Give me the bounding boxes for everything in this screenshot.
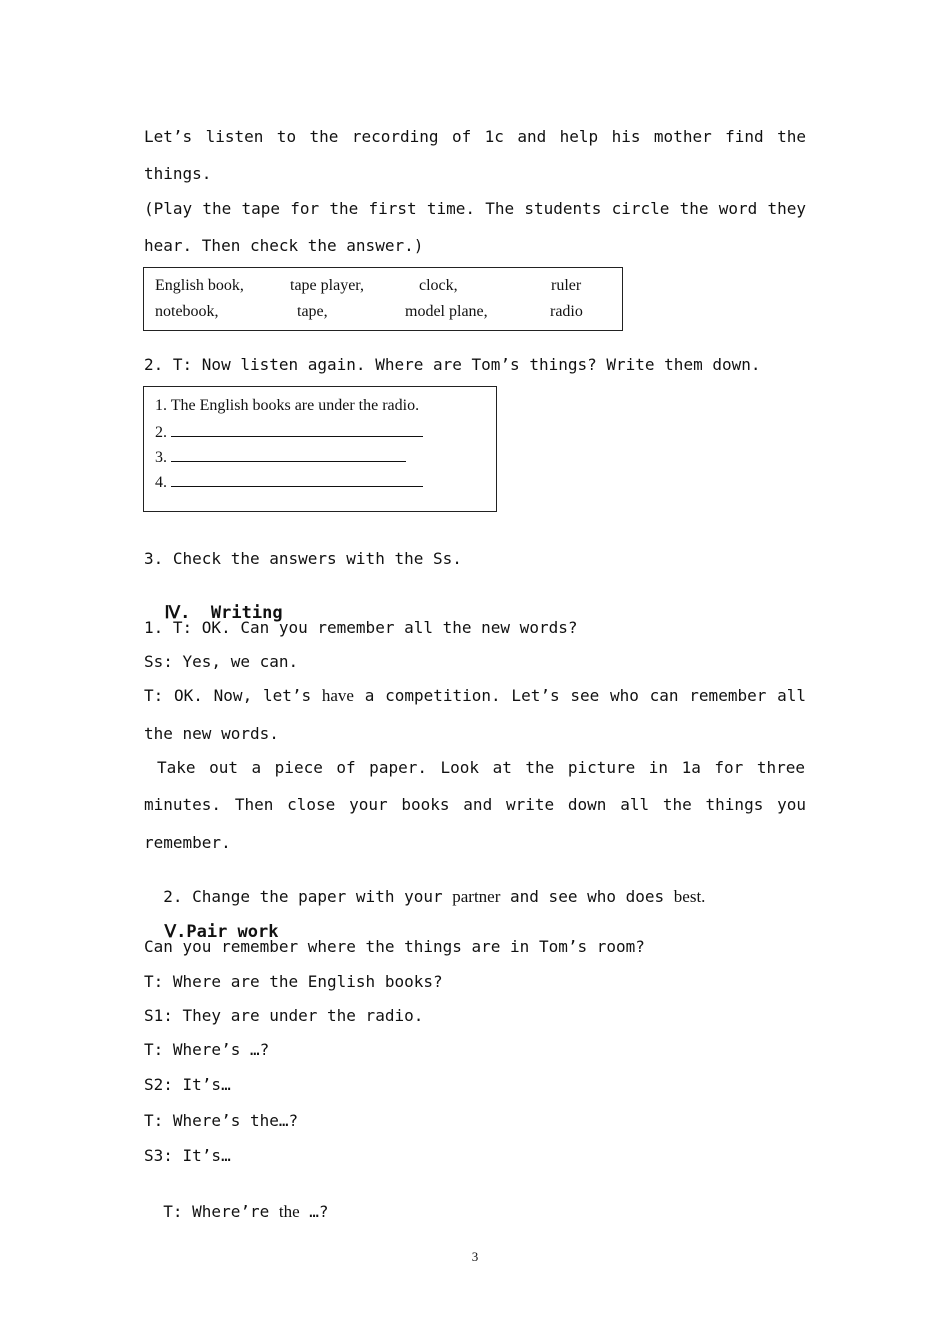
- word-box: [143, 267, 623, 331]
- intro-line-1: Let’s listen to the recording of 1c and help his mother find the: [144, 127, 806, 146]
- pair-line-2: T: Where are the English books?: [144, 972, 443, 991]
- writing-para-line-3: remember.: [144, 833, 231, 852]
- word-tape: tape,: [297, 303, 328, 320]
- pair-line-5: S2: It’s…: [144, 1075, 231, 1094]
- writing-t2-pre: T: OK. Now, let’s: [144, 686, 322, 705]
- answer-item-4: [155, 472, 423, 492]
- answer-item-2-label: 2.: [155, 424, 167, 441]
- section-5-numeral: Ⅴ.: [164, 922, 187, 942]
- word-clock: clock,: [419, 277, 458, 294]
- writing-step-2-word-best: best.: [673, 887, 706, 906]
- word-ruler: ruler: [551, 277, 582, 294]
- word-radio: radio: [550, 303, 583, 320]
- answer-blank-3[interactable]: [171, 447, 406, 462]
- writing-step-2: [144, 867, 705, 907]
- section-4-numeral: Ⅳ.: [164, 603, 191, 623]
- answer-blank-2[interactable]: [171, 422, 423, 437]
- word-notebook: notebook,: [155, 303, 219, 320]
- pair-line-8-word: the: [278, 1202, 300, 1221]
- writing-para-line-1: Take out a piece of paper. Look at the picture in 1a for three: [157, 758, 805, 777]
- answer-item-1: 1. The English books are under the radio.: [155, 397, 420, 414]
- pair-line-3: S1: They are under the radio.: [144, 1006, 424, 1025]
- word-tape-player: tape player,: [290, 277, 364, 294]
- writing-para-line-2: minutes. Then close your books and write down all the things you: [144, 795, 806, 814]
- answer-item-2: [155, 422, 423, 442]
- pair-line-8-post: …?: [299, 1202, 329, 1221]
- answer-item-4-label: 4.: [155, 474, 167, 491]
- page-number: 3: [471, 1249, 479, 1264]
- step-3: 3. Check the answers with the Ss.: [144, 549, 462, 568]
- section-5-heading: [144, 902, 278, 942]
- intro-line-2: things.: [144, 164, 212, 183]
- answer-box: [143, 386, 497, 512]
- writing-t2-word: have: [321, 686, 354, 705]
- writing-step-2-word-partner: partner: [452, 887, 501, 906]
- answer-blank-4[interactable]: [171, 472, 423, 487]
- word-model-plane: model plane,: [405, 303, 488, 320]
- writing-q1: 1. T: OK. Can you remember all the new words?: [144, 618, 578, 637]
- writing-t2: [144, 686, 806, 706]
- step-2: 2. T: Now listen again. Where are Tom’s things? Write them down.: [144, 355, 761, 374]
- answer-item-3-label: 3.: [155, 449, 167, 466]
- intro-line-3: (Play the tape for the first time. The students circle the word they: [144, 199, 806, 218]
- writing-a1: Ss: Yes, we can.: [144, 652, 299, 671]
- writing-step-2-mid: and see who does: [500, 887, 674, 906]
- section-4-heading: [144, 583, 283, 623]
- word-english-book: English book,: [155, 277, 244, 294]
- writing-step-2-pre: 2. Change the paper with your: [163, 887, 453, 906]
- pair-line-6: T: Where’s the…?: [144, 1111, 299, 1130]
- writing-t2-post: a competition. Let’s see who can remember all: [353, 686, 806, 705]
- pair-line-1: Can you remember where the things are in Tom’s room?: [144, 937, 645, 956]
- section-4-title: Writing: [210, 603, 283, 623]
- section-5-title: Pair work: [186, 922, 279, 942]
- pair-line-4: T: Where’s …?: [144, 1040, 270, 1059]
- intro-line-4: hear. Then check the answer.): [144, 236, 424, 255]
- pair-line-8: [144, 1182, 329, 1222]
- writing-t2-line2: the new words.: [144, 724, 279, 743]
- pair-line-8-pre: T: Where’re: [163, 1202, 279, 1221]
- pair-line-7: S3: It’s…: [144, 1146, 231, 1165]
- answer-item-3: [155, 447, 406, 467]
